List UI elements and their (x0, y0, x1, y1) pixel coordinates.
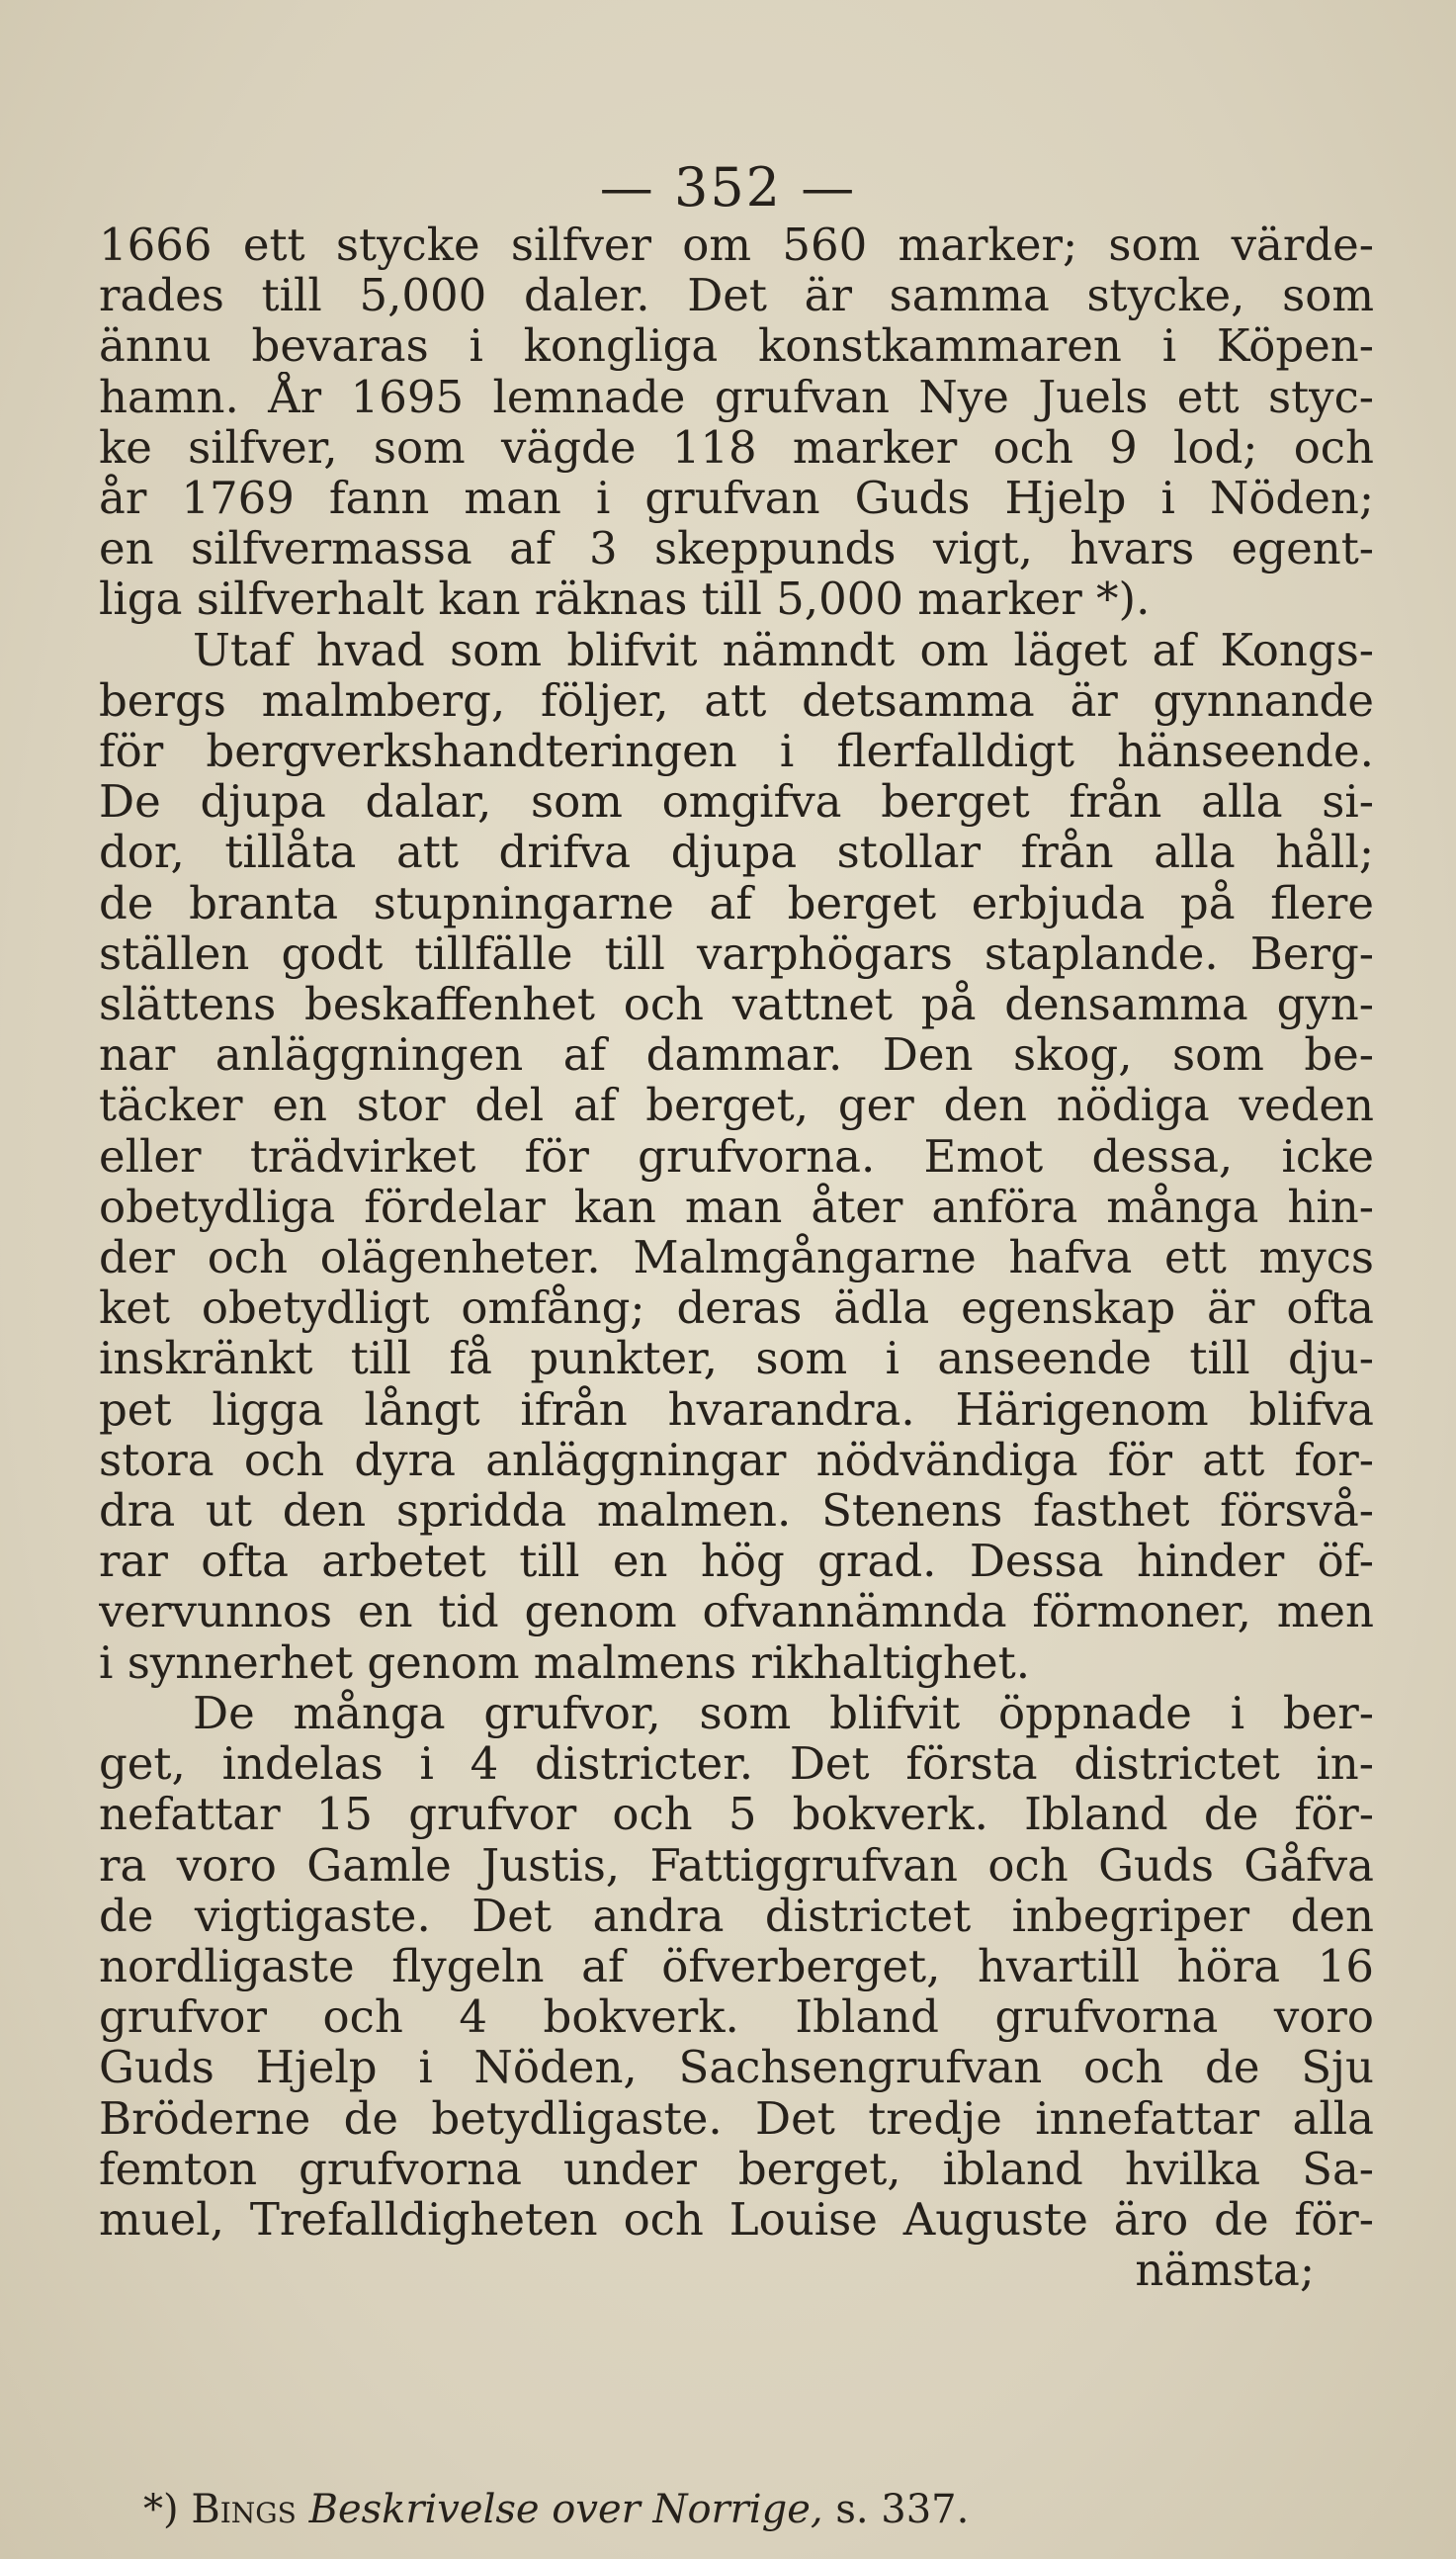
text-line: år 1769 fann man i grufvan Guds Hjelp i Nöden; (99, 473, 1374, 524)
body-text (99, 220, 1374, 2295)
footnote-marker: *) (143, 2487, 179, 2532)
text-line: nordligaste flygeln af öfverberget, hvartill höra 16 (99, 1940, 1374, 1992)
text-line: täcker en stor del af berget, ger den nödiga veden (99, 1080, 1374, 1131)
text-line: inskränkt till få punkter, som i anseende till dju- (99, 1333, 1374, 1384)
text-line: för bergverkshandteringen i flerfalldigt hänseende. (99, 726, 1374, 777)
text-line: vervunnos en tid genom ofvannämnda förmoner, men (99, 1586, 1374, 1637)
text-line: de branta stupningarne af berget erbjuda på flere (99, 877, 1374, 928)
text-line: bergs malmberg, följer, att detsamma är gynnande (99, 674, 1374, 727)
text-line: hamn. År 1695 lemnade grufvan Nye Juels ett styc- (99, 371, 1374, 422)
text-line: Guds Hjelp i Nöden, Sachsengrufvan och de Sju (99, 2042, 1374, 2093)
text-line: ännu bevaras i kongliga konstkammaren i Köpen- (99, 320, 1374, 372)
text-line: pet ligga långt ifrån hvarandra. Härigenom blifva (99, 1383, 1374, 1435)
text-line: De djupa dalar, som omgifva berget från alla si- (99, 776, 1374, 828)
text-line: en silfvermassa af 3 skeppunds vigt, hvars egent- (99, 523, 1374, 574)
text-line: muel, Trefalldigheten och Louise Auguste äro de för- (99, 2193, 1374, 2246)
text-line: Utaf hvad som blifvit nämndt om läget af Kongs- (193, 624, 1374, 675)
text-line: De många grufvor, som blifvit öppnade i ber- (193, 1687, 1374, 1739)
text-line: rades till 5,000 daler. Det är samma stycke, som (99, 270, 1374, 321)
text-line: i synnerhet genom malmens rikhaltighet. (99, 1636, 1031, 1688)
catchword: nämsta; (1135, 2245, 1315, 2296)
text-line: get, indelas i 4 districter. Det första districtet in- (99, 1738, 1374, 1790)
text-line: dra ut den spridda malmen. Stenens fasthet försvå- (99, 1485, 1374, 1537)
footnote (143, 2487, 1231, 2532)
text-line: Bröderne de betydligaste. Det tredje innefattar alla (99, 2092, 1374, 2144)
text-line: 1666 ett stycke silfver om 560 marker; som värde- (99, 220, 1374, 271)
text-line: ket obetydligt omfång; deras ädla egenskap är ofta (99, 1282, 1374, 1334)
text-line: ra voro Gamle Justis, Fattiggrufvan och Guds Gåfva (99, 1839, 1374, 1891)
footnote-author: Bings (191, 2487, 297, 2532)
text-line: de vigtigaste. Det andra districtet inbegriper den (99, 1890, 1374, 1941)
text-line: nar anläggningen af dammar. Den skog, som be- (99, 1029, 1374, 1081)
text-line: dor, tillåta att drifva djupa stollar från alla håll; (99, 827, 1374, 878)
footnote-ref: s. 337. (835, 2487, 970, 2532)
text-line: obetydliga fördelar kan man åter anföra många hin- (99, 1181, 1374, 1233)
text-line: grufvor och 4 bokverk. Ibland grufvorna voro (99, 1991, 1374, 2043)
text-line: nefattar 15 grufvor och 5 bokverk. Ibland de för- (99, 1789, 1374, 1840)
text-line: ställen godt tillfälle till varphögars staplande. Berg- (99, 927, 1374, 980)
text-line: ke silfver, som vägde 118 marker och 9 lod; och (99, 421, 1374, 474)
text-line: slättens beskaffenhet och vattnet på densamma gyn- (99, 979, 1374, 1030)
page-number: — 352 — (599, 156, 857, 219)
footnote-title: Beskrivelse over Norrige, (308, 2487, 823, 2532)
text-line: eller trädvirket för grufvorna. Emot dessa, icke (99, 1130, 1374, 1182)
text-line: rar ofta arbetet till en hög grad. Dessa hinder öf- (99, 1536, 1374, 1587)
text-line: femton grufvorna under berget, ibland hvilka Sa- (99, 2143, 1374, 2194)
text-line: liga silfverhalt kan räknas till 5,000 marker *). (99, 574, 1151, 625)
text-line: stora och dyra anläggningar nödvändiga för att for- (99, 1434, 1374, 1486)
text-line: der och olägenheter. Malmgångarne hafva ett mycs (99, 1232, 1374, 1283)
